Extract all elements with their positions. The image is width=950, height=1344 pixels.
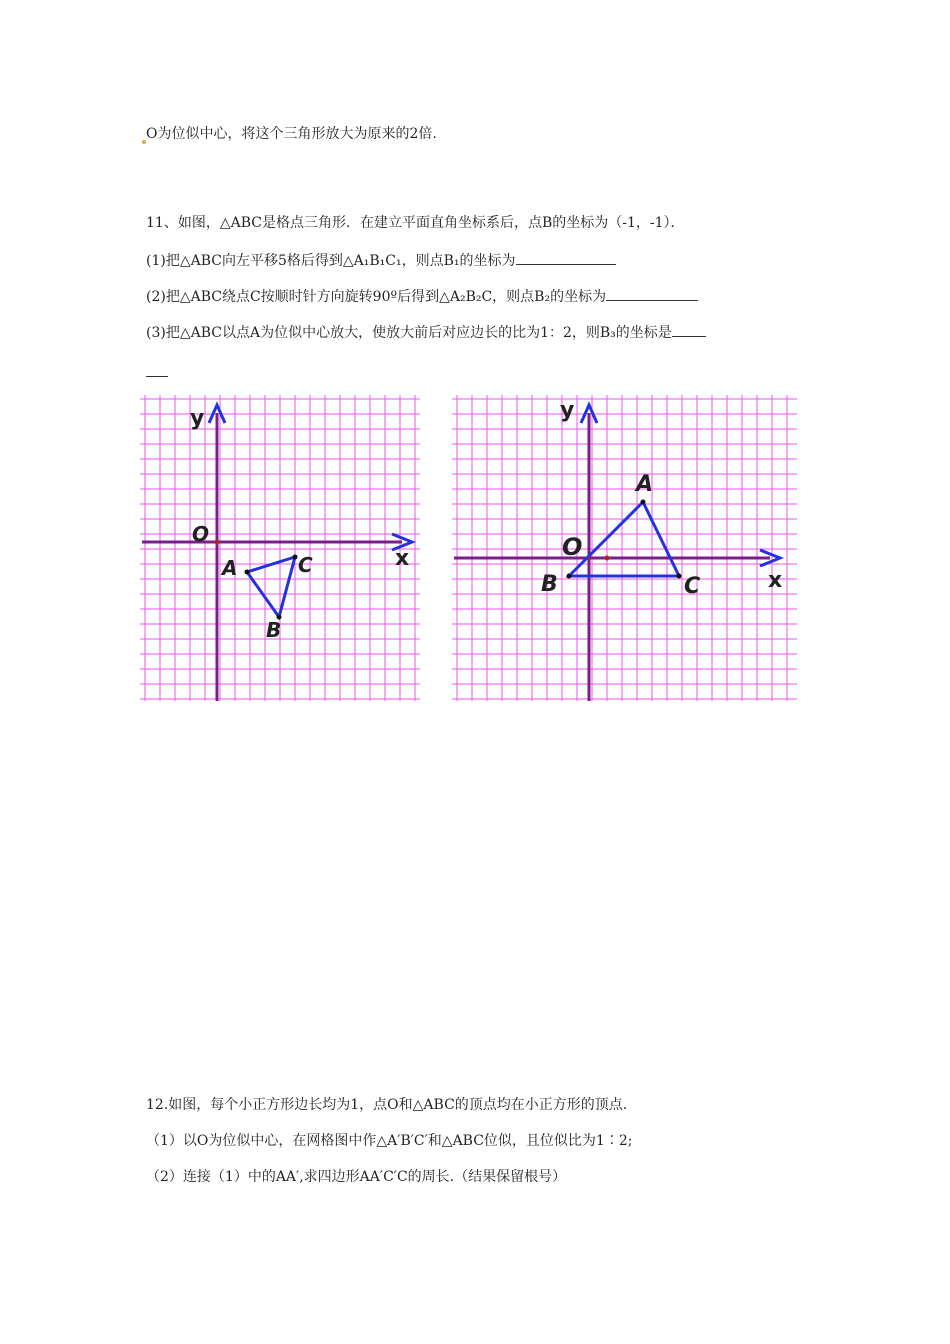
problem11-part2-text: (2)把△ABC绕点C按顺时针方向旋转90º后得到△A₂B₂C，则点B₂的坐标为 [146,289,607,305]
problem12-part1: （1）以O为位似中心，在网格图中作△A′B′C′和△ABC位似，且位似比为1∶2; [146,1133,633,1149]
figure-right-svg [452,395,797,701]
axes-left [142,413,402,701]
problem11-part3 [146,322,706,343]
intro-line: O为位似中心，将这个三角形放大为原来的2倍. [146,126,437,142]
answer-blank-3[interactable] [672,322,706,337]
point-label-a-right: A [636,472,654,497]
axis-label-x-right: x [768,568,783,593]
axis-label-x-left: x [395,546,410,571]
triangle-abc-left [247,557,295,617]
axis-tick-point-right [605,556,610,561]
point-c-left [293,555,298,560]
problem11-stem: 11、如图，△ABC是格点三角形．在建立平面直角坐标系后，点B的坐标为（-1，-1）． [146,215,685,231]
point-c-right [677,574,682,579]
problem11-part2 [146,286,698,307]
point-label-a-left: A [222,556,238,580]
answer-blank-2[interactable] [606,286,698,301]
figure-left-svg [140,395,420,701]
problem11-part3-cont [146,362,168,383]
point-label-c-left: C [298,553,313,577]
origin-point-left [215,540,220,545]
answer-blank-1[interactable] [516,250,616,265]
problem11-part1 [146,250,616,271]
origin-label-left: O [192,522,210,546]
problem12-stem: 12.如图，每个小正方形边长均为1，点O和△ABC的顶点均在小正方形的顶点. [146,1097,628,1113]
grid-left [140,395,420,701]
answer-blank-3-cont[interactable] [146,362,168,377]
axis-label-y-left: y [190,406,205,431]
point-a-left [245,570,250,575]
figure-right [452,395,797,701]
marker-dot [142,140,146,144]
problem11-part3-text: (3)把△ABC以点A为位似中心放大，使放大前后对应边长的比为1：2，则B₃的坐标是 [146,325,672,341]
grid-right [452,395,797,701]
figure-left [140,395,420,701]
point-b-right [567,574,572,579]
origin-label-right: O [562,533,583,561]
problem12-part2: （2）连接（1）中的AA′,求四边形AA′C′C的周长.（结果保留根号） [146,1169,567,1185]
point-a-right [641,500,646,505]
axis-label-y-right: y [560,398,575,423]
problem11-part1-text: (1)把△ABC向左平移5格后得到△A₁B₁C₁，则点B₁的坐标为 [146,253,516,269]
axes-right [454,413,770,701]
point-label-b-right: B [541,572,558,597]
point-label-b-left: B [266,618,282,642]
point-label-c-right: C [684,574,701,599]
triangle-abc-right [569,502,679,576]
